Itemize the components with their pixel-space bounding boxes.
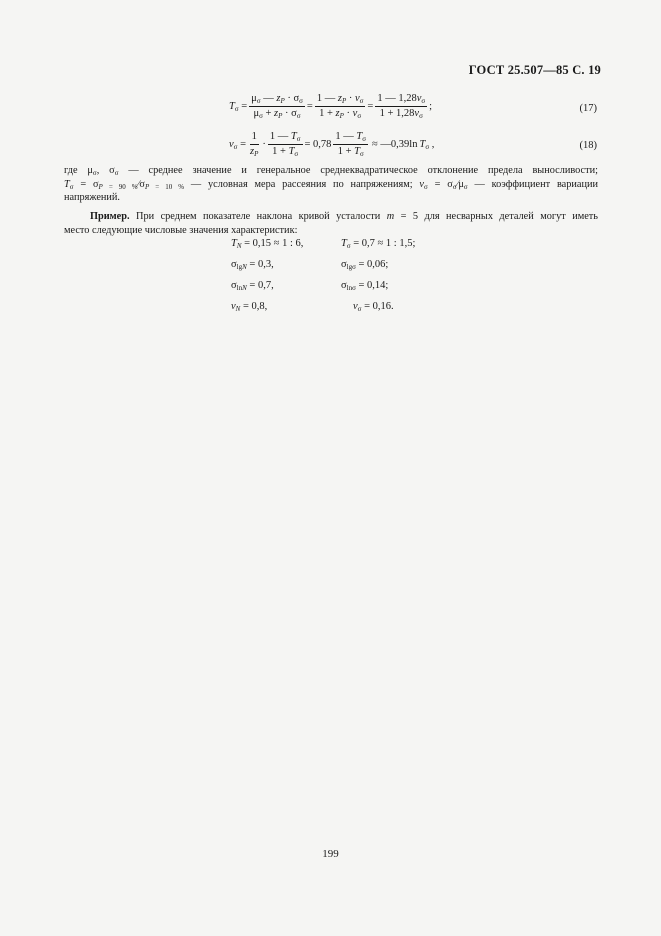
equation-18-number: (18): [579, 140, 597, 151]
char-vn: $v_N = 0,8$,: [231, 301, 268, 313]
eq17-fraction-2: $\frac{1 — z_P \cdot v_\sigma}{1 + z_P \cdot v_\sigma}$: [316, 93, 364, 120]
char-sigma-lnsigma: $\sigma_{ln\sigma} = 0,14$;: [341, 280, 389, 292]
eq18-lhs: $v_\sigma$ =: [229, 139, 246, 151]
eq17-fraction-1: $\frac{\mu_\sigma — z_P \cdot \sigma_\sigma}{\mu_\sigma + z_P \cdot \sigma_\sigma}$: [251, 93, 303, 120]
char-tsigma: $T_\sigma = 0,7 \approx 1$ : 1,5;: [341, 238, 416, 250]
definitions-line-2: $T_\sigma$ = $\sigma_{P = 90 \%}∕\sigma_{P = 10 \%}$ — условная мера рассеяния по напряжениям; $v_\sigma$ = $\sigma_\sigma∕\mu_\sigma$ — коэффициент вариации: [64, 178, 598, 191]
characteristics-right-column: [341, 238, 415, 322]
example-label: Пример.: [90, 211, 130, 222]
char-vsigma: $v_\sigma = 0,16$.: [353, 301, 394, 313]
eq18-fraction-2: $\frac{1 — T_\sigma}{1 + T_\sigma}$: [269, 131, 301, 158]
eq17-tail: ;: [429, 101, 433, 112]
page-number: 199: [322, 848, 339, 860]
example-paragraph: [64, 210, 598, 237]
example-line-2: место следующие числовые значения характеристик:: [64, 224, 298, 236]
char-sigma-lgsigma: $\sigma_{lg\sigma} = 0,06$;: [341, 259, 389, 271]
eq18-tail: $T_\sigma$ ,: [419, 139, 435, 151]
equation-18: $v_\sigma$ = $\frac{1}{z_P}$ · $\frac{1 — T_\sigma}{1 + T_\sigma}$ = 0,78 $\frac{1 — T_\sigma}{1 + T_\sigma}$ ≈ —0,39ln $T_\sigma$ ,: [229, 131, 435, 158]
equation-17-number: (17): [579, 103, 597, 114]
char-sigma-lnn: $\sigma_{lnN} = 0,7$,: [231, 280, 274, 292]
definitions-paragraph: [64, 164, 598, 205]
char-sigma-lgn: $\sigma_{lgN} = 0,3$,: [231, 259, 274, 271]
characteristics-left-column: [231, 238, 303, 322]
char-tn: $T_N = 0,15 \approx 1$ : 6,: [231, 238, 304, 250]
eq18-fraction-3: $\frac{1 — T_\sigma}{1 + T_\sigma}$: [335, 131, 367, 158]
eq18-approx: ≈ —0,39ln: [372, 139, 418, 150]
eq17-lhs: $T_\sigma$ =: [229, 101, 248, 113]
page-header: [469, 63, 601, 78]
eq17-fraction-3: $\frac{1 — 1,28v_\sigma}{1 + 1,28v_\sigma}$: [377, 93, 426, 120]
equation-17: $T_\sigma$ = $\frac{\mu_\sigma — z_P \cdot \sigma_\sigma}{\mu_\sigma + z_P \cdot \sigma_\sigma}$ = $\frac{1 — z_P \cdot v_\sigma}{1 + z_P \cdot v_\sigma}$ = $\frac{1 — 1,28v_\sigma}{1 + 1,28v_\sigma}$ ;: [229, 93, 433, 120]
example-line-1: Пример. При среднем показателе наклона кривой усталости m = 5 для несварных деталей могут иметь: [90, 211, 598, 222]
eq18-fraction-1: $\frac{1}{z_P}$: [250, 131, 259, 158]
page-header-text: ГОСТ 25.507—85 С. 19: [468, 63, 601, 77]
definitions-line-1: где $\mu_\sigma$, $\sigma_\sigma$ — среднее значение и генеральное среднеквадратическое отклонение предела выносливости;: [64, 165, 598, 177]
eq18-coef: = 0,78: [304, 139, 332, 150]
definitions-line-3: напряжений.: [64, 192, 120, 204]
